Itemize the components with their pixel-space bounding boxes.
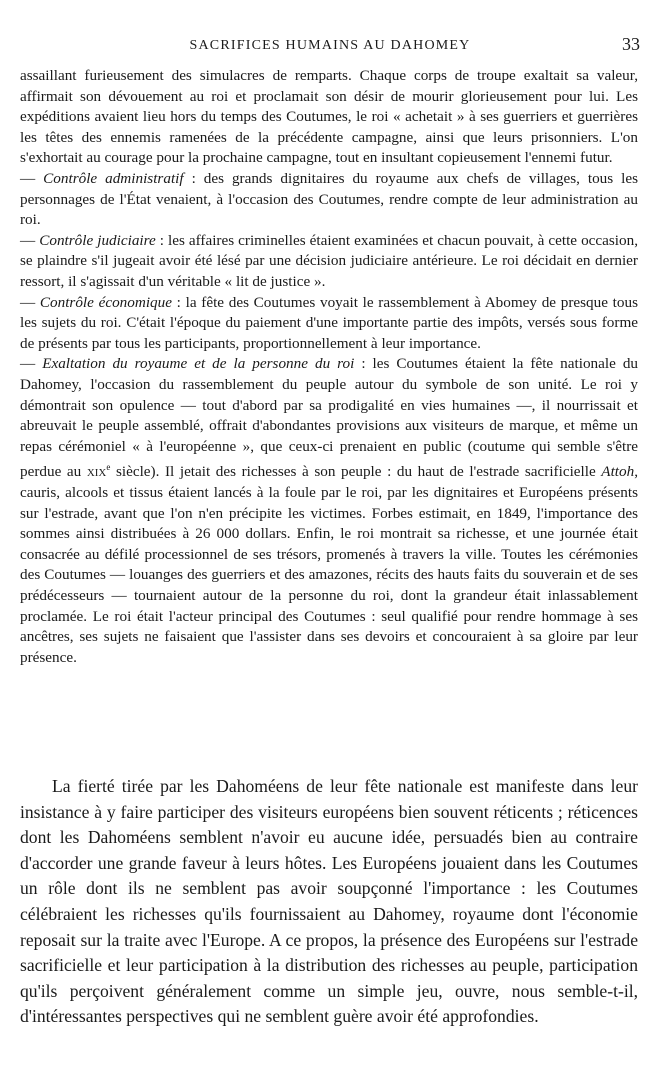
- century-suffix: e: [106, 462, 111, 473]
- list-item-administrative: [20, 169, 638, 231]
- page-number: 33: [622, 34, 640, 54]
- small-print-section: [20, 66, 638, 668]
- item-label: Contrôle judiciaire: [39, 231, 156, 249]
- running-title: SACRIFICES HUMAINS AU DAHOMEY: [189, 38, 471, 53]
- item-label: Contrôle administratif: [43, 169, 184, 187]
- item-dash: —: [20, 231, 40, 249]
- item-text: : des grands dignitaires du royaume aux chefs de villages, tous les personnages de l'État venaient, à l'occasion des Coutumes, rendre compte de leur administration au roi.: [20, 169, 639, 229]
- list-item-economic: [20, 293, 638, 355]
- list-item-exaltation: [20, 354, 638, 668]
- item-text: , cauris, alcools et tissus étaient lancés à la foule par le roi, par les dignitaires et Européens présents sur l'estrade, avant que l'on n'en précipite les victimes. Forbes estimait, en 1849, l'importance des sommes ainsi distribuées à 26 000 dollars. Enfin, le roi montrait sa richesse, et une journée était consacrée au défilé processionnel de ses trésors, promenés à travers la ville. Toutes les cérémonies des Coutumes — louanges des guerriers et des amazones, récits des hauts faits du souverain et de ses prédécesseurs — tournaient autour de la personne du roi, dont la grandeur était inlassablement proclamée. Le roi était l'acteur principal des Coutumes : seul qualifié pour rendre hommage à ses ancêtres, ses sujets ne faisaient que l'assister dans ses devoirs et concouraient à sa gloire par leur présence.: [20, 463, 638, 666]
- attoh-term: Attoh: [601, 463, 635, 481]
- main-paragraph: La fierté tirée par les Dahoméens de leur fête nationale est manifeste dans leur insistance à y faire participer des visiteurs européens bien souvent réticents ; réticences dont les Dahoméens semblent n'avoir eu aucune idée, persuadés bien au contraire d'accorder une grande faveur à leurs hôtes. Les Européens jouaient dans les Coutumes un rôle dont ils ne semblent pas avoir soupçonné l'importance : les Coutumes célébraient les richesses qu'ils fournissaient au Dahomey, royaume dont l'économie reposait sur la traite avec l'Europe. A ce propos, la présence des Européens sur l'estrade sacrificielle et leur participation à la distribution des richesses au peuple, participation qu'ils perçoivent généralement comme un simple jeu, ouvre, nous semble-t-il, d'intéressantes perspectives qui ne semblent guère avoir été approfondies.: [20, 776, 638, 1027]
- item-text: : les Coutumes étaient la fête nationale du Dahomey, l'occasion du rassemblement du peuple autour du symbole de son unité. Le roi y démontrait son opulence — tout d'abord par sa prodigalité en vies humaines —, il nourrissait et abreuvait le peuple assemblé, offrait d'abondantes provisions aux visiteurs de marque, et même un repas cérémoniel « à l'européenne », que ceux-ci prenaient en public (coutume qui semble s'être perdue au: [20, 355, 639, 481]
- item-dash: —: [20, 355, 43, 373]
- item-text: : la fête des Coutumes voyait le rassemblement à Abomey de presque tous les sujets du roi. C'était l'époque du paiement d'une importante partie des impôts, versés sous forme de présents par tous les participants, proportionnellement à leur importance.: [20, 293, 638, 352]
- century-numeral: xix: [86, 463, 107, 481]
- item-label: Exaltation du royaume et de la personne du roi: [42, 355, 355, 373]
- item-label: Contrôle économique: [39, 293, 172, 311]
- item-text: : les affaires criminelles étaient examinées et chacun pouvait, à cette occasion, se plaindre s'il jugeait avoir été lésé par une décision judiciaire antérieure. Le roi décidait en dernier ressort, il s'agissait d'un véritable « lit de justice ».: [20, 231, 638, 290]
- item-dash: —: [20, 293, 40, 311]
- item-text: siècle). Il jetait des richesses à son peuple : du haut de l'estrade sacrificielle: [110, 463, 602, 481]
- list-item-judicial: [20, 231, 638, 293]
- main-text-section: [20, 774, 638, 1030]
- item-dash: —: [20, 169, 44, 187]
- running-head: [20, 34, 640, 58]
- intro-paragraph: assaillant furieusement des simulacres de remparts. Chaque corps de troupe exaltait sa valeur, affirmait son dévouement au roi et proclamait son désir de mourir glorieusement pour lui. Les expéditions avaient lieu hors du temps des Coutumes, le roi « achetait » à ses guerriers et guerrières les têtes des ennemis ramenées de la précédente campagne, ainsi que leurs prisonniers. L'on s'exhortait au courage pour la prochaine campagne, tout en insultant copieusement l'ennemi futur.: [20, 67, 638, 167]
